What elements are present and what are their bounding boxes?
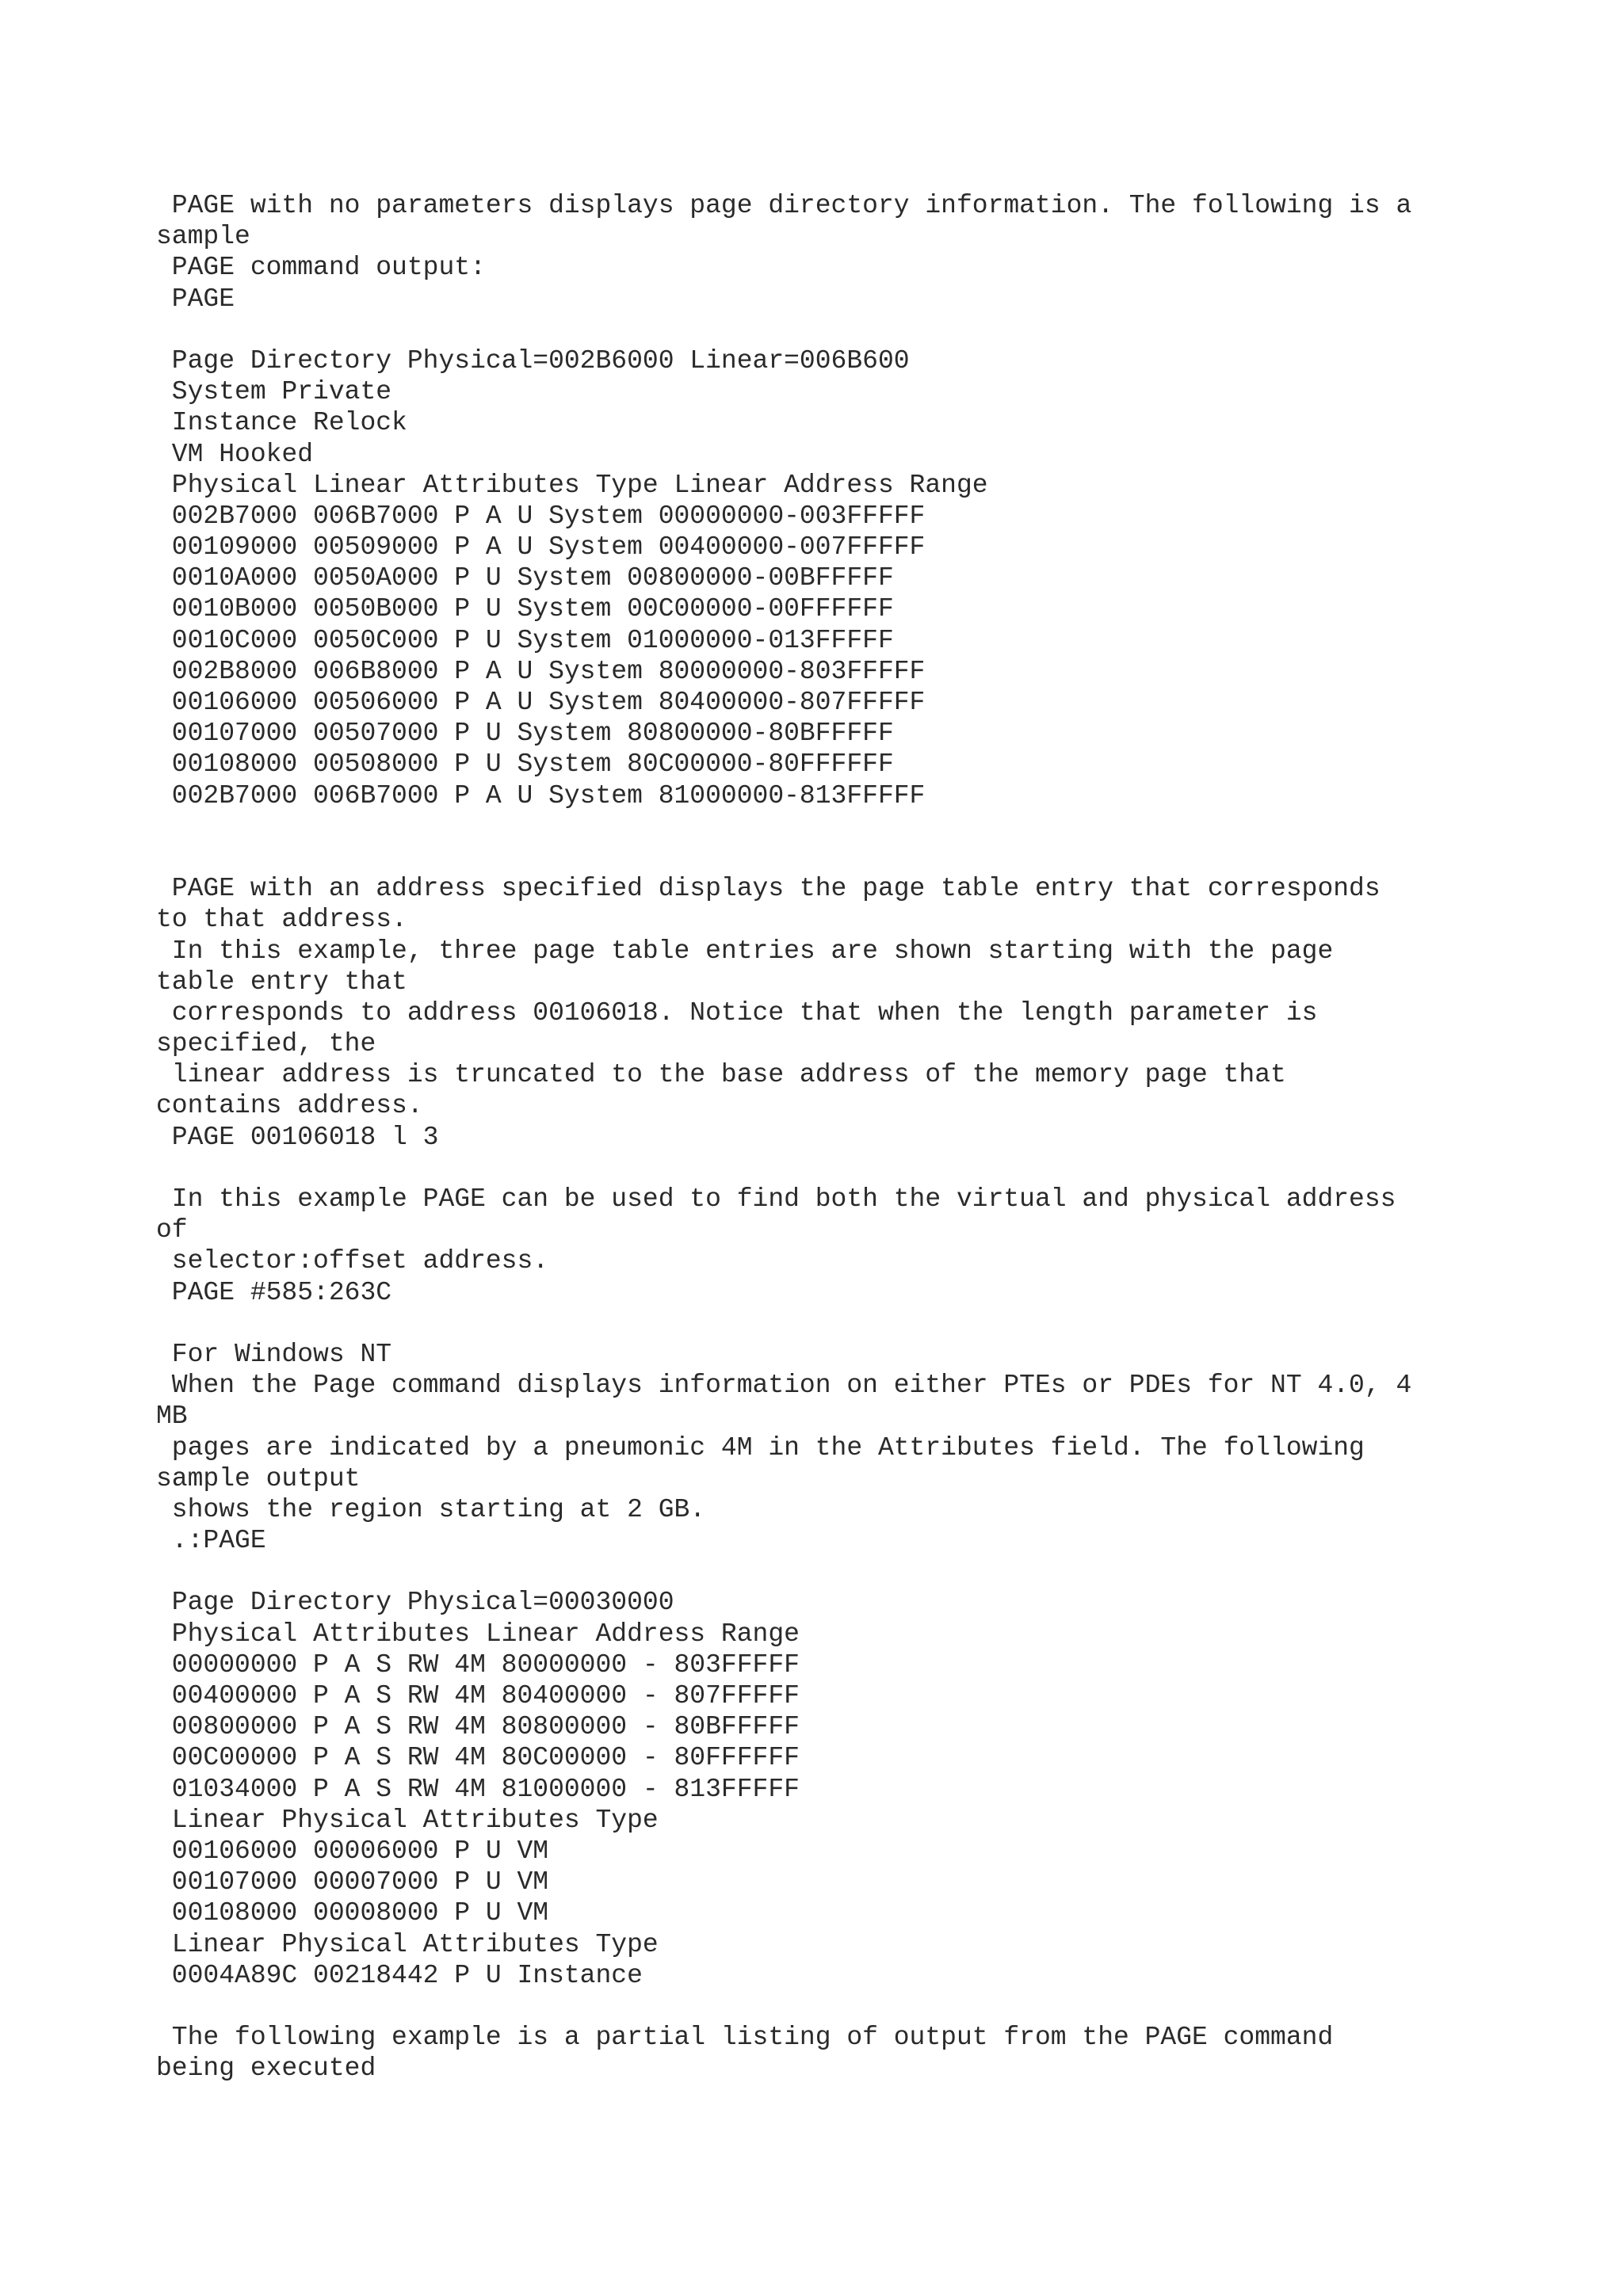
output-row: 00000000 P A S RW 4M 80000000 - 803FFFFF <box>156 1650 800 1680</box>
output-column-header: Linear Physical Attributes Type <box>156 1805 659 1835</box>
spacer <box>156 1556 1503 1587</box>
text-line: pages are indicated by a pneumonic 4M in the Attributes field. The following <box>156 1432 1365 1463</box>
text-line: sample output <box>156 1463 361 1493</box>
text-line: of <box>156 1215 188 1245</box>
intro-paragraph <box>156 190 1503 315</box>
text-line: selector:offset address. <box>156 1246 549 1276</box>
output-row: 00400000 P A S RW 4M 80400000 - 807FFFFF <box>156 1681 800 1711</box>
document-page <box>156 190 1503 2084</box>
output-row: 0010A000 0050A000 P U System 00800000-00BFFFFF <box>156 563 894 593</box>
text-line: PAGE with an address specified displays the page table entry that corresponds <box>156 874 1381 904</box>
text-line: In this example PAGE can be used to find both the virtual and physical address <box>156 1184 1396 1215</box>
spacer <box>156 1153 1503 1184</box>
closing-paragraph <box>156 2022 1503 2084</box>
section-heading: For Windows NT <box>156 1339 392 1369</box>
text-line: The following example is a partial listing of output from the PAGE command <box>156 2023 1334 2053</box>
output-row: 00108000 00008000 P U VM <box>156 1898 549 1928</box>
command-line: PAGE <box>156 284 235 314</box>
spacer <box>156 315 1503 345</box>
output-row: 00107000 00007000 P U VM <box>156 1867 549 1897</box>
command-line: PAGE #585:263C <box>156 1277 392 1307</box>
output-row: 002B7000 006B7000 P A U System 81000000-813FFFFF <box>156 780 926 810</box>
text-line: to that address. <box>156 905 407 935</box>
text-line: PAGE command output: <box>156 253 486 283</box>
text-line: corresponds to address 00106018. Notice that when the length parameter is <box>156 997 1318 1028</box>
spacer <box>156 1991 1503 2022</box>
nt-page-output <box>156 1587 1503 1990</box>
output-row: 00106000 00006000 P U VM <box>156 1836 549 1866</box>
output-row: 00106000 00506000 P A U System 80400000-807FFFFF <box>156 688 926 717</box>
command-line: PAGE 00106018 l 3 <box>156 1122 439 1152</box>
output-row: 0010B000 0050B000 P U System 00C00000-00FFFFFF <box>156 594 894 624</box>
output-header-line: VM Hooked <box>156 439 314 469</box>
output-header-line: Page Directory Physical=002B6000 Linear=006B600 <box>156 345 910 376</box>
text-line: In this example, three page table entries are shown starting with the page <box>156 936 1334 966</box>
page-directory-output <box>156 345 1503 811</box>
output-row: 00109000 00509000 P A U System 00400000-007FFFFF <box>156 532 926 563</box>
output-row: 002B8000 006B8000 P A U System 80000000-803FFFFF <box>156 656 926 686</box>
output-row: 0004A89C 00218442 P U Instance <box>156 1960 643 1990</box>
output-row: 00107000 00507000 P U System 80800000-80BFFFFF <box>156 719 894 749</box>
output-header-line: Page Directory Physical=00030000 <box>156 1588 674 1618</box>
command-line: .:PAGE <box>156 1526 266 1556</box>
output-header-line: Instance Relock <box>156 408 407 438</box>
text-line: When the Page command displays information on either PTEs or PDEs for NT 4.0, 4 <box>156 1371 1412 1401</box>
output-header-line: System Private <box>156 377 392 407</box>
spacer <box>156 811 1503 873</box>
text-line: PAGE with no parameters displays page directory information. The following is a <box>156 191 1412 220</box>
output-row: 00108000 00508000 P U System 80C00000-80FFFFFF <box>156 749 894 780</box>
selector-paragraph <box>156 1184 1503 1308</box>
text-line: being executed <box>156 2054 376 2084</box>
output-column-header: Linear Physical Attributes Type <box>156 1929 659 1959</box>
address-paragraph <box>156 873 1503 1153</box>
text-line: specified, the <box>156 1029 376 1059</box>
output-row: 0010C000 0050C000 P U System 01000000-013FFFFF <box>156 625 894 655</box>
output-column-header: Physical Attributes Linear Address Range <box>156 1619 800 1649</box>
text-line: sample <box>156 222 250 252</box>
output-row: 01034000 P A S RW 4M 81000000 - 813FFFFF <box>156 1774 800 1804</box>
nt-paragraph <box>156 1339 1503 1556</box>
text-line: MB <box>156 1402 188 1432</box>
output-row: 00800000 P A S RW 4M 80800000 - 80BFFFFF <box>156 1712 800 1742</box>
text-line: table entry that <box>156 967 407 997</box>
output-row: 002B7000 006B7000 P A U System 00000000-003FFFFF <box>156 501 926 531</box>
text-line: shows the region starting at 2 GB. <box>156 1494 706 1524</box>
text-line: contains address. <box>156 1091 423 1121</box>
output-column-header: Physical Linear Attributes Type Linear Address Range <box>156 470 988 500</box>
spacer <box>156 1308 1503 1339</box>
text-line: linear address is truncated to the base address of the memory page that <box>156 1060 1286 1090</box>
output-row: 00C00000 P A S RW 4M 80C00000 - 80FFFFFF <box>156 1743 800 1773</box>
